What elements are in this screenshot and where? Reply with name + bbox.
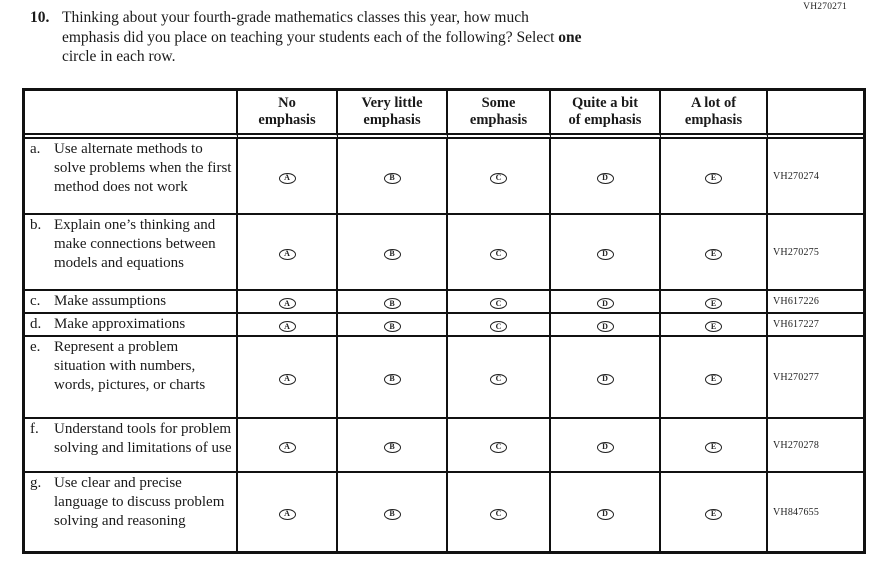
row-label: Understand tools for problem solving and limitations of use <box>54 421 232 456</box>
row-label-cell <box>25 291 238 314</box>
row-label: Represent a problem situation with numbers, words, pictures, or charts <box>54 339 206 393</box>
table-row-e <box>25 337 863 419</box>
option-bubble-b[interactable]: B <box>384 374 401 385</box>
row-label-cell <box>25 139 238 215</box>
option-bubble-c[interactable]: C <box>490 374 507 385</box>
option-bubble-d[interactable]: D <box>597 374 614 385</box>
row-code: VH617226 <box>768 291 863 314</box>
row-letter: e. <box>30 339 41 355</box>
header-code-column <box>768 91 863 139</box>
option-bubble-a[interactable]: A <box>279 509 296 520</box>
table-row-b <box>25 215 863 291</box>
row-label-cell <box>25 473 238 551</box>
question-line-1: Thinking about your fourth-grade mathematics classes this year, how much <box>62 9 529 26</box>
option-bubble-c[interactable]: C <box>490 442 507 453</box>
option-bubble-c[interactable]: C <box>490 173 507 184</box>
option-bubble-e[interactable]: E <box>705 321 722 332</box>
column-header-quite-a-bit-of-emphasis: Quite a bit of emphasis <box>551 91 661 139</box>
row-letter: d. <box>30 316 42 332</box>
option-bubble-b[interactable]: B <box>384 509 401 520</box>
question-text <box>62 8 742 67</box>
row-letter: f. <box>30 421 39 437</box>
option-bubble-d[interactable]: D <box>597 249 614 260</box>
option-bubble-c[interactable]: C <box>490 509 507 520</box>
row-label-cell <box>25 314 238 337</box>
row-code: VH270277 <box>768 337 863 419</box>
row-letter: b. <box>30 217 42 233</box>
question-bold-word: one <box>558 28 582 46</box>
option-bubble-e[interactable]: E <box>705 298 722 309</box>
row-code: VH617227 <box>768 314 863 337</box>
row-code: VH847655 <box>768 473 863 551</box>
option-bubble-c[interactable]: C <box>490 249 507 260</box>
option-bubble-a[interactable]: A <box>279 173 296 184</box>
option-bubble-e[interactable]: E <box>705 509 722 520</box>
option-bubble-d[interactable]: D <box>597 442 614 453</box>
option-bubble-a[interactable]: A <box>279 321 296 332</box>
row-label-cell <box>25 419 238 473</box>
row-code: VH270274 <box>768 139 863 215</box>
option-bubble-a[interactable]: A <box>279 442 296 453</box>
column-header-some-emphasis: Some emphasis <box>448 91 551 139</box>
row-label: Use alternate methods to solve problems when the first method does not work <box>54 141 232 195</box>
option-bubble-e[interactable]: E <box>705 374 722 385</box>
row-label: Use clear and precise language to discuss problem solving and reasoning <box>54 475 225 529</box>
row-label: Make approximations <box>54 316 186 332</box>
row-code: VH270278 <box>768 419 863 473</box>
option-bubble-d[interactable]: D <box>597 509 614 520</box>
header-row <box>25 91 863 139</box>
column-header-very-little-emphasis: Very little emphasis <box>338 91 448 139</box>
option-bubble-a[interactable]: A <box>279 298 296 309</box>
row-label: Make assumptions <box>54 293 167 309</box>
option-bubble-a[interactable]: A <box>279 374 296 385</box>
row-letter: a. <box>30 141 41 157</box>
column-header-no-emphasis: No emphasis <box>238 91 338 139</box>
option-bubble-e[interactable]: E <box>705 442 722 453</box>
column-header-a-lot-of-emphasis: A lot of emphasis <box>661 91 768 139</box>
row-label-cell <box>25 215 238 291</box>
option-bubble-b[interactable]: B <box>384 249 401 260</box>
option-bubble-b[interactable]: B <box>384 173 401 184</box>
option-bubble-b[interactable]: B <box>384 321 401 332</box>
option-bubble-b[interactable]: B <box>384 442 401 453</box>
table-row-g <box>25 473 863 551</box>
question-line-3: circle in each row. <box>62 48 176 65</box>
row-code: VH270275 <box>768 215 863 291</box>
table-row-a <box>25 139 863 215</box>
row-label: Explain one’s thinking and make connections between models and equations <box>54 217 216 271</box>
option-bubble-d[interactable]: D <box>597 298 614 309</box>
question-line-2: emphasis did you place on teaching your students each of the following? Select one <box>62 28 582 46</box>
form-code: VH270271 <box>803 2 847 12</box>
emphasis-matrix-table <box>22 88 866 554</box>
option-bubble-e[interactable]: E <box>705 249 722 260</box>
header-empty <box>25 91 238 139</box>
option-bubble-b[interactable]: B <box>384 298 401 309</box>
table-row-f <box>25 419 863 473</box>
row-letter: g. <box>30 475 42 491</box>
option-bubble-d[interactable]: D <box>597 321 614 332</box>
row-label-cell <box>25 337 238 419</box>
question-number: 10. <box>30 9 50 26</box>
option-bubble-c[interactable]: C <box>490 298 507 309</box>
option-bubble-d[interactable]: D <box>597 173 614 184</box>
row-letter: c. <box>30 293 41 309</box>
option-bubble-e[interactable]: E <box>705 173 722 184</box>
option-bubble-a[interactable]: A <box>279 249 296 260</box>
table-row-d <box>25 314 863 337</box>
option-bubble-c[interactable]: C <box>490 321 507 332</box>
table-row-c <box>25 291 863 314</box>
question-block <box>30 8 742 67</box>
